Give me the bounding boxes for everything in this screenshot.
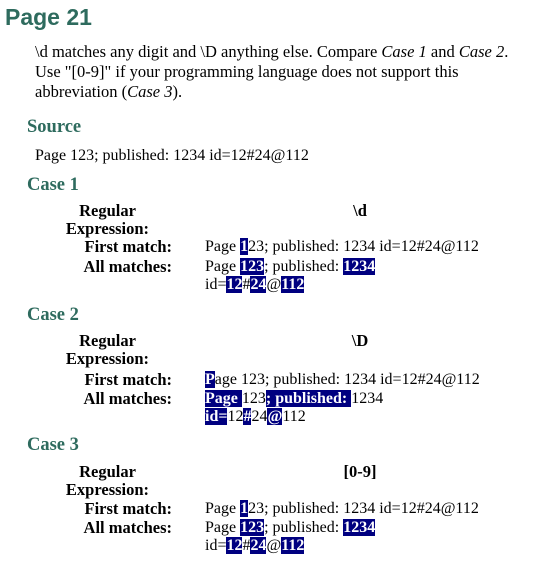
regex-value: \d	[353, 201, 367, 220]
text-segment: Page	[205, 238, 241, 255]
case-2-heading: Case 2	[27, 305, 79, 325]
all-matches-line-2	[205, 537, 535, 555]
all-matches-label: All matches:	[83, 518, 172, 537]
text-segment: 123	[241, 390, 266, 407]
match-highlight: @	[267, 408, 283, 425]
regex-label: Regular Expression:	[65, 331, 150, 368]
intro-text-3: . Use "[0-9]" if your programming language does not support this abbreviation (	[35, 42, 509, 101]
text-segment: @	[266, 276, 282, 293]
intro-text-4: ).	[172, 82, 183, 101]
text-segment: #	[242, 276, 251, 293]
text-segment: 23; published: 1234 id=12#24@112	[248, 500, 479, 517]
text-segment: ; published:	[264, 258, 344, 275]
match-highlight: id=	[205, 408, 228, 425]
match-highlight: #	[243, 408, 252, 425]
intro-case1-ref: Case 1	[381, 42, 427, 61]
match-highlight: 24	[250, 537, 267, 554]
text-segment: id=	[205, 276, 227, 293]
match-highlight: 12	[226, 276, 243, 293]
text-segment: Page	[205, 519, 241, 536]
match-highlight: 112	[281, 537, 305, 554]
source-text: Page 123; published: 1234 id=12#24@112	[35, 147, 309, 164]
text-segment: 1234	[351, 390, 384, 407]
all-matches-label: All matches:	[83, 389, 172, 408]
match-highlight: 123	[240, 258, 265, 275]
first-match-value	[205, 371, 535, 389]
match-highlight: 1	[240, 500, 249, 517]
match-highlight: Page	[205, 390, 242, 407]
match-highlight: ; published:	[265, 390, 352, 407]
first-match-value	[205, 500, 535, 518]
text-segment: age 123; published: 1234 id=12#24@112	[214, 371, 480, 388]
text-segment: 112	[282, 408, 306, 425]
text-segment: 12	[227, 408, 244, 425]
intro-text-2: and	[426, 42, 459, 61]
source-heading: Source	[27, 117, 82, 137]
match-highlight: 112	[281, 276, 305, 293]
regex-label: Regular Expression:	[65, 462, 150, 499]
case-3-heading: Case 3	[27, 435, 79, 455]
text-segment: ; published:	[264, 519, 344, 536]
intro-case2-ref: Case 2	[458, 42, 505, 61]
text-segment: @	[266, 537, 282, 554]
case-1-heading: Case 1	[27, 175, 79, 195]
first-match-label: First match:	[84, 370, 172, 389]
match-highlight: 12	[226, 537, 243, 554]
first-match-value	[205, 238, 535, 256]
match-highlight: 1234	[343, 519, 376, 536]
all-matches-line-1	[205, 519, 535, 537]
match-highlight: 123	[240, 519, 265, 536]
all-matches-line-1	[205, 390, 535, 408]
text-segment: id=	[205, 537, 227, 554]
all-matches-line-1	[205, 258, 535, 276]
all-matches-line-2	[205, 408, 535, 426]
intro-case3-ref: Case 3	[127, 82, 173, 101]
all-matches-line-2	[205, 276, 535, 294]
text-segment: Page	[205, 258, 241, 275]
first-match-label: First match:	[84, 499, 172, 518]
match-highlight: 24	[250, 276, 267, 293]
text-segment: #	[242, 537, 251, 554]
match-highlight: P	[205, 371, 215, 388]
regex-value: \D	[351, 331, 369, 350]
text-segment: 23; published: 1234 id=12#24@112	[248, 238, 479, 255]
regex-value: [0-9]	[343, 462, 377, 481]
match-highlight: 1	[240, 238, 249, 255]
first-match-label: First match:	[84, 237, 172, 256]
intro-paragraph	[35, 42, 515, 102]
intro-text-1: \d matches any digit and \D anything else. Compare	[35, 42, 382, 61]
match-highlight: 1234	[343, 258, 376, 275]
page-title: Page 21	[5, 4, 92, 30]
all-matches-label: All matches:	[83, 257, 172, 276]
regex-label: Regular Expression:	[65, 201, 150, 238]
text-segment: Page	[205, 500, 241, 517]
text-segment: 24	[251, 408, 268, 425]
